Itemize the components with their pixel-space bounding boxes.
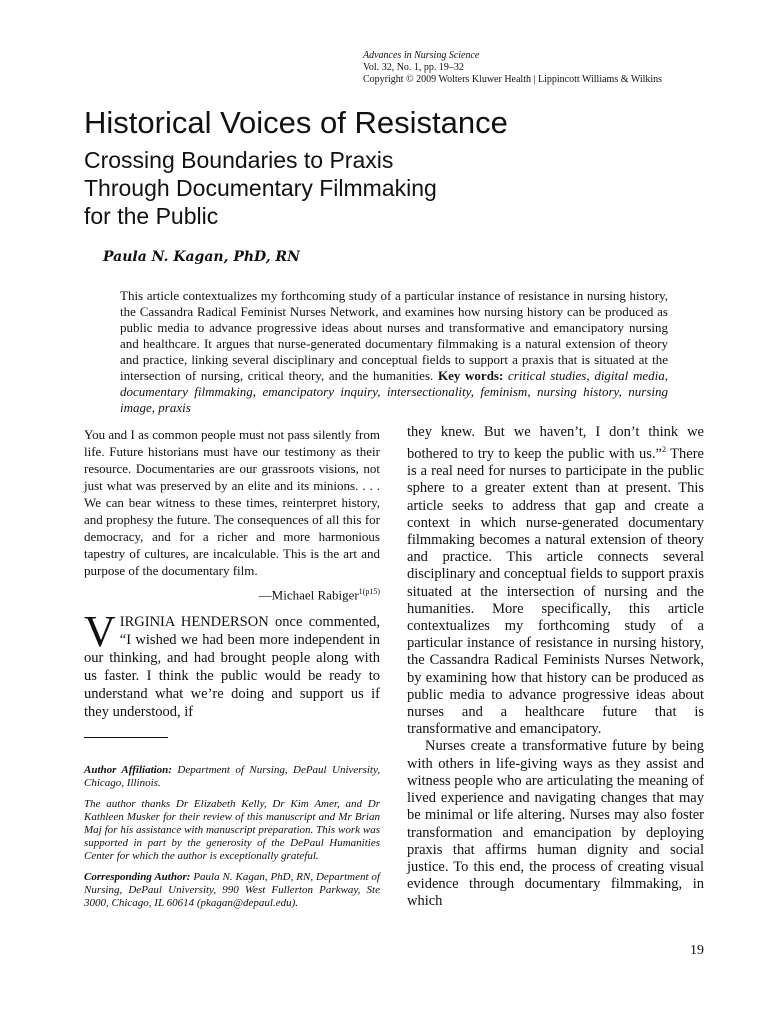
subtitle-line: for the Public [84,203,219,229]
author-affiliation [84,764,380,790]
epigraph-text: You and I as common people must not pass silently from life. Future historians must have our testimony as their resource. Documentaries are our grassroots visions, not just what was preserved by an elite and its minions. . . . We can bear witness to these times, reinterpret history, and prophesy the future. The consequences of all this for democracy, and for a richer and more harmonious tapestry of cultures, are incalculable. This is the art and purpose of the documentary film. [84,427,380,578]
journal-copyright: Copyright © 2009 Wolters Kluwer Health | Lippincott Williams & Wilkins [363,74,663,85]
article-subtitle [84,146,704,230]
keywords: critical studies, digital media, documentary filmmaking, emancipatory inquiry, intersectionality, feminism, nursing history, nursing image, praxis [120,368,668,415]
body-paragraph: Nurses create a transformative future by being with others in life-giving ways as they assist and witness people who are articulating the meaning of lived experience and navigating changes that may be minimal or life altering. Nurses may also foster transformation and emancipation by deploying praxis that affirms human dignity and social justice. To this end, the process of creating visual evidence through documentary filmmaking, in which [407,738,704,910]
acknowledgments: The author thanks Dr Elizabeth Kelly, Dr Kim Amer, and Dr Kathleen Musker for their review of this manuscript and Mr Brian Maj for his assistance with manuscript preparation. This work was supported in part by the generosity of the DePaul Humanities Center for which the author is exceptionally grateful. [84,798,380,862]
journal-header [363,50,763,86]
keywords-label: Key words: [437,368,504,383]
page-number: 19 [690,943,704,958]
corresponding-text: Paula N. Kagan, PhD, RN, Department of Nursing, DePaul University, 990 West Fullerton Parkway, Ste 3000, Chicago, IL 60614 (pkagan@depaul.edu). [84,871,380,909]
journal-name: Advances in Nursing Science [363,50,480,61]
left-column [84,426,380,721]
epigraph-attribution [84,583,380,603]
author-name: Paula N. Kagan, PhD, RN [103,249,300,265]
body-text: There is a real need for nurses to participate in the public sphere to a greater extent than at present. This article seeks to address that gap and create a context in which nurse-generated documentary filmmaking becomes a natural extension of theory and practice. This article connects several disciplinary and conceptual fields to support praxis situated at the intersection of nursing and the humanities. More specifically, this article contextualizes my forthcoming study of a particular instance of resistance in nursing history, the Cassandra Radical Feminists Nurses Network, by examining how that history can be produced as public media to advance progressive ideas about nurses and a healthcare future that is transformative and emancipatory. [407,446,704,738]
body-text: they knew. But we haven’t, I don’t think we bothered to try to keep the public with us.” [407,424,704,463]
abstract-text: This article contextualizes my forthcoming study of a particular instance of resistance in nursing history, the Cassandra Radical Feminist Nurses Network, and examines how nursing history can be produced as public media to advance progressive ideas about nurses and transformative and emancipatory nursing and healthcare. It argues that nurse-generated documentary filmmaking is a natural extension of theory and practice, linking several disciplinary and conceptual fields to support a praxis that is situated at the intersection of nursing, critical theory, and the humanities. [120,288,668,383]
opening-text: once commented, “I wished we had been more independent in our thinking, and had brought people along with us faster. I think the public would be ready to understand what we’re doing and support us if they understood, if [84,614,380,721]
body-paragraph [407,424,704,738]
footnotes [84,764,380,918]
journal-volume: Vol. 32, No. 1, pp. 19–32 [363,62,464,73]
right-column [407,424,704,911]
opening-paragraph [84,607,380,721]
epigraph-citation: 1(p15) [358,587,380,596]
opening-smallcaps: IRGINIA HENDERSON [119,614,269,631]
affiliation-label: Author Affiliation: [84,764,172,776]
footnote-rule [84,737,168,738]
drop-cap: V [84,607,116,657]
article-title: Historical Voices of Resistance [84,105,508,140]
epigraph-author: —Michael Rabiger [258,587,359,603]
affiliation-text: Department of Nursing, DePaul University, Chicago, Illinois. [84,764,381,789]
subtitle-line: Through Documentary Filmmaking [84,175,437,201]
corresponding-label: Corresponding Author: [84,871,191,883]
subtitle-line: Crossing Boundaries to Praxis [84,147,394,173]
citation-ref: 2 [662,445,666,455]
corresponding-author [84,871,380,910]
abstract [120,288,668,416]
title-block [84,104,704,230]
